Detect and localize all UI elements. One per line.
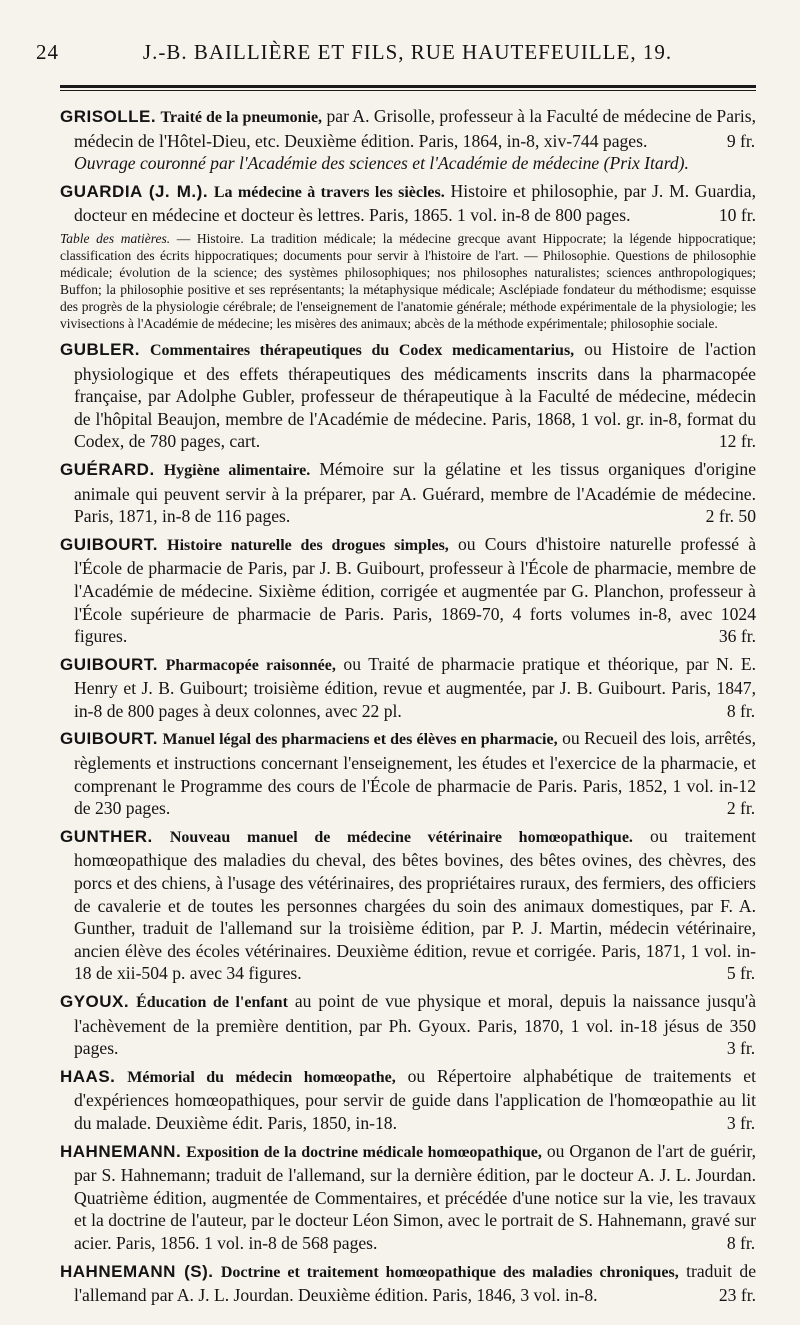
entry-author: HAHNEMANN. bbox=[60, 1141, 182, 1161]
catalogue-entry bbox=[60, 727, 756, 819]
entry-author: GUIBOURT. bbox=[60, 654, 158, 674]
entry-text: Histoire et philosophie, par J. M. Guardia, docteur en médecine et docteur ès lettres. Paris, 1865. 1 vol. in-8 de 800 pages. bbox=[74, 180, 756, 226]
entry-author: GUIBOURT. bbox=[60, 729, 158, 749]
entry-text: ou Cours d'histoire naturelle professé à l'École de pharmacie de Paris, par J. B. Guibourt, professeur à l'École de pharmacie, membre de l'Académie de médecine. Sixième édition, corrigée et augmentée par G. Planchon, professeur à l'École supérieure de pharmacie de Paris. Paris, 1869-70, 4 forts volumes in-8, avec 1024 figures. bbox=[74, 533, 757, 647]
entry-title: Histoire naturelle des drogues simples, bbox=[167, 536, 449, 554]
entry-text: au point de vue physique et moral, depuis la naissance jusqu'à l'achèvement de la première dentition, par Ph. Gyoux. Paris, 1870, 1 vol. in-18 jésus de 350 pages. bbox=[74, 991, 757, 1059]
entry-title: Commentaires thérapeutiques du Codex medicamentarius, bbox=[149, 341, 575, 359]
entry-title: Exposition de la doctrine médicale homœopathique, bbox=[186, 1143, 542, 1161]
entry-title: Mémorial du médecin homœopathe, bbox=[127, 1068, 396, 1086]
toc-text: — Histoire. La tradition médicale; la médecine grecque avant Hippocrate; la légende hippocratique; classification des écrits hippocratiques; documents pour servir à l'histoire de l'art. — Philosophie. Questions de philosophie médicale; évolution de la science; des systèmes philosophiques; nos philosophes naturalistes; sciences anthropologiques; Buffon; la philosophie positive et ses représentants; la métaphysique médicale; Asclépiade fondateur du méthodisme; esquisse des progrès de la physiologie cérébrale; de l'enseignement de l'anatomie générale; méthode expérimentale de la physiologie; les vivisections à l'Académie de médecine; les misères des animaux; abcès de la méthode expérimentale; philosophie sociale. bbox=[60, 230, 757, 331]
entry-title: Pharmacopée raisonnée, bbox=[165, 656, 336, 674]
entry-text: par A. Grisolle, professeur à la Faculté de médecine de Paris, médecin de l'Hôtel-Dieu, etc. Deuxième édition. Paris, 1864, in-8, xiv-744 pages. bbox=[74, 106, 757, 151]
running-head: J.-B. BAILLIÈRE ET FILS, RUE HAUTEFEUILLE, 19. bbox=[142, 40, 673, 64]
entry-author: GUARDIA (J. M.). bbox=[60, 181, 209, 201]
entry-text: ou Histoire de l'action physiologique et des effets thérapeutiques des médicaments inscrits dans la pharmacopée française, par Adolphe Gubler, professeur de thérapeutique à la Faculté de médecine, médecin de l'hôpital Beaujon, membre de l'Académie de médecine. Paris, 1868, 1 vol. gr. in-8, format du Codex, de 780 pages, cart. bbox=[74, 338, 757, 452]
catalogue-entry bbox=[60, 458, 756, 528]
header-rule-thin bbox=[60, 90, 756, 91]
toc-label: Table des matières. bbox=[60, 230, 171, 246]
entry-author: GRISOLLE. bbox=[60, 107, 157, 126]
entry-text: ou Traité de pharmacie pratique et théorique, par N. E. Henry et J. B. Guibourt; troisième édition, revue et augmentée, par J. B. Guibourt. Paris, 1847, in-8 de 800 pages à deux colonnes, avec 22 pl. bbox=[74, 653, 756, 721]
entry-author: HAAS. bbox=[60, 1066, 116, 1086]
entry-price: 23 fr. bbox=[718, 1285, 756, 1306]
entry-text: ou Recueil des lois, arrêtés, règlements et instructions concernant l'enseignement, les études et l'exercice de la pharmacie, et comprenant le Programme des cours de l'École de pharmacie de Paris. Paris, 1852, 1 vol. in-12 de 230 pages. bbox=[74, 728, 756, 819]
entry-text: traduit de l'allemand par A. J. L. Jourdan. Deuxième édition. Paris, 1846, 3 vol. in-8. bbox=[74, 1260, 756, 1306]
entry-price: 12 fr. bbox=[718, 431, 756, 452]
entry-price: 3 fr. bbox=[726, 1038, 756, 1059]
entry-price: 9 fr. bbox=[726, 130, 756, 151]
entry-author: GUIBOURT. bbox=[60, 534, 158, 554]
catalogue-entry bbox=[60, 180, 756, 227]
entry-author: HAHNEMANN (S). bbox=[60, 1261, 214, 1281]
catalogue-entry bbox=[60, 338, 756, 453]
entry-text: Mémoire sur la gélatine et les tissus organiques d'origine animale qui peuvent servir à la préparer, par A. Guérard, membre de l'Académie de médecine. Paris, 1871, in-8 de 116 pages. bbox=[74, 458, 756, 527]
entry-author: GUBLER. bbox=[60, 339, 140, 359]
catalogue-entry bbox=[60, 653, 756, 723]
catalogue-entry bbox=[60, 105, 756, 175]
catalogue-entry bbox=[60, 1140, 756, 1255]
entry-price: 2 fr. 50 bbox=[705, 506, 756, 527]
page-header bbox=[36, 40, 756, 65]
entry-title: Nouveau manuel de médecine vétérinaire homœopathique. bbox=[169, 828, 633, 846]
entry-title: Doctrine et traitement homœopathique des maladies chroniques, bbox=[220, 1263, 679, 1281]
entry-price: 5 fr. bbox=[726, 963, 756, 984]
entry-text: ou Organon de l'art de guérir, par S. Hahnemann; traduit de l'allemand, sur la dernière édition, par le docteur A. J. L. Jourdan. Quatrième édition, augmentée de Commentaires, et précédée d'une notice sur la vie, les travaux et la doctrine de l'auteur, par le docteur Léon Simon, avec le portrait de S. Hahnemann, gravé sur acier. Paris, 1856. 1 vol. in-8 de 568 pages. bbox=[74, 1140, 757, 1253]
catalogue-entries bbox=[60, 105, 756, 1307]
entry-text: ou Répertoire alphabétique de traitements et d'expériences homœopathiques, pour servir de guide dans l'application de l'homœopathie au lit du malade. Deuxième édit. Paris, 1850, in-18. bbox=[74, 1065, 756, 1133]
entry-author: GYOUX. bbox=[60, 992, 130, 1011]
entry-title: Manuel légal des pharmaciens et des élèves en pharmacie, bbox=[162, 731, 558, 749]
catalogue-entry bbox=[60, 1260, 756, 1307]
entry-text: ou traitement homœopathique des maladies du cheval, des bêtes bovines, des bêtes ovines, des chèvres, des porcs et des chiens, à l'usage des vétérinaires, des propriétaires ruraux, des fermiers, des officiers de cavalerie et de toutes les personnes chargées du soin des animaux domestiques, par F. A. Gunther, traduit de l'allemand sur la troisième édition, par P. J. Martin, médecin vétérinaire, ancien élève des écoles vétérinaires. Deuxième édition, revue et corrigée. Paris, 1871, 1 vol. in-18 de xii-504 p. avec 34 figures. bbox=[74, 825, 757, 984]
catalogue-entry bbox=[60, 825, 756, 985]
entry-price: 2 fr. bbox=[726, 798, 756, 819]
table-of-contents bbox=[60, 230, 756, 332]
entry-title: Éducation de l'enfant bbox=[136, 994, 288, 1011]
entry-price: 36 fr. bbox=[718, 626, 756, 647]
page-number: 24 bbox=[36, 40, 59, 64]
entry-price: 3 fr. bbox=[726, 1112, 756, 1133]
entry-note: Ouvrage couronné par l'Académie des sciences et l'Académie de médecine (Prix Itard). bbox=[74, 153, 689, 174]
catalogue-entry bbox=[60, 533, 756, 648]
entry-title: Hygiène alimentaire. bbox=[163, 461, 311, 479]
entry-price: 8 fr. bbox=[726, 1232, 756, 1253]
entry-author: GUNTHER. bbox=[60, 826, 153, 846]
entry-price: 8 fr. bbox=[726, 700, 756, 721]
entry-title: Traité de la pneumonie, bbox=[160, 109, 323, 126]
header-rule-thick bbox=[60, 85, 756, 88]
catalogue-entry bbox=[60, 990, 756, 1060]
entry-price: 10 fr. bbox=[718, 205, 756, 226]
entry-author: GUÉRARD. bbox=[60, 459, 155, 479]
catalogue-entry bbox=[60, 1065, 756, 1135]
entry-title: La médecine à travers les siècles. bbox=[213, 183, 445, 201]
